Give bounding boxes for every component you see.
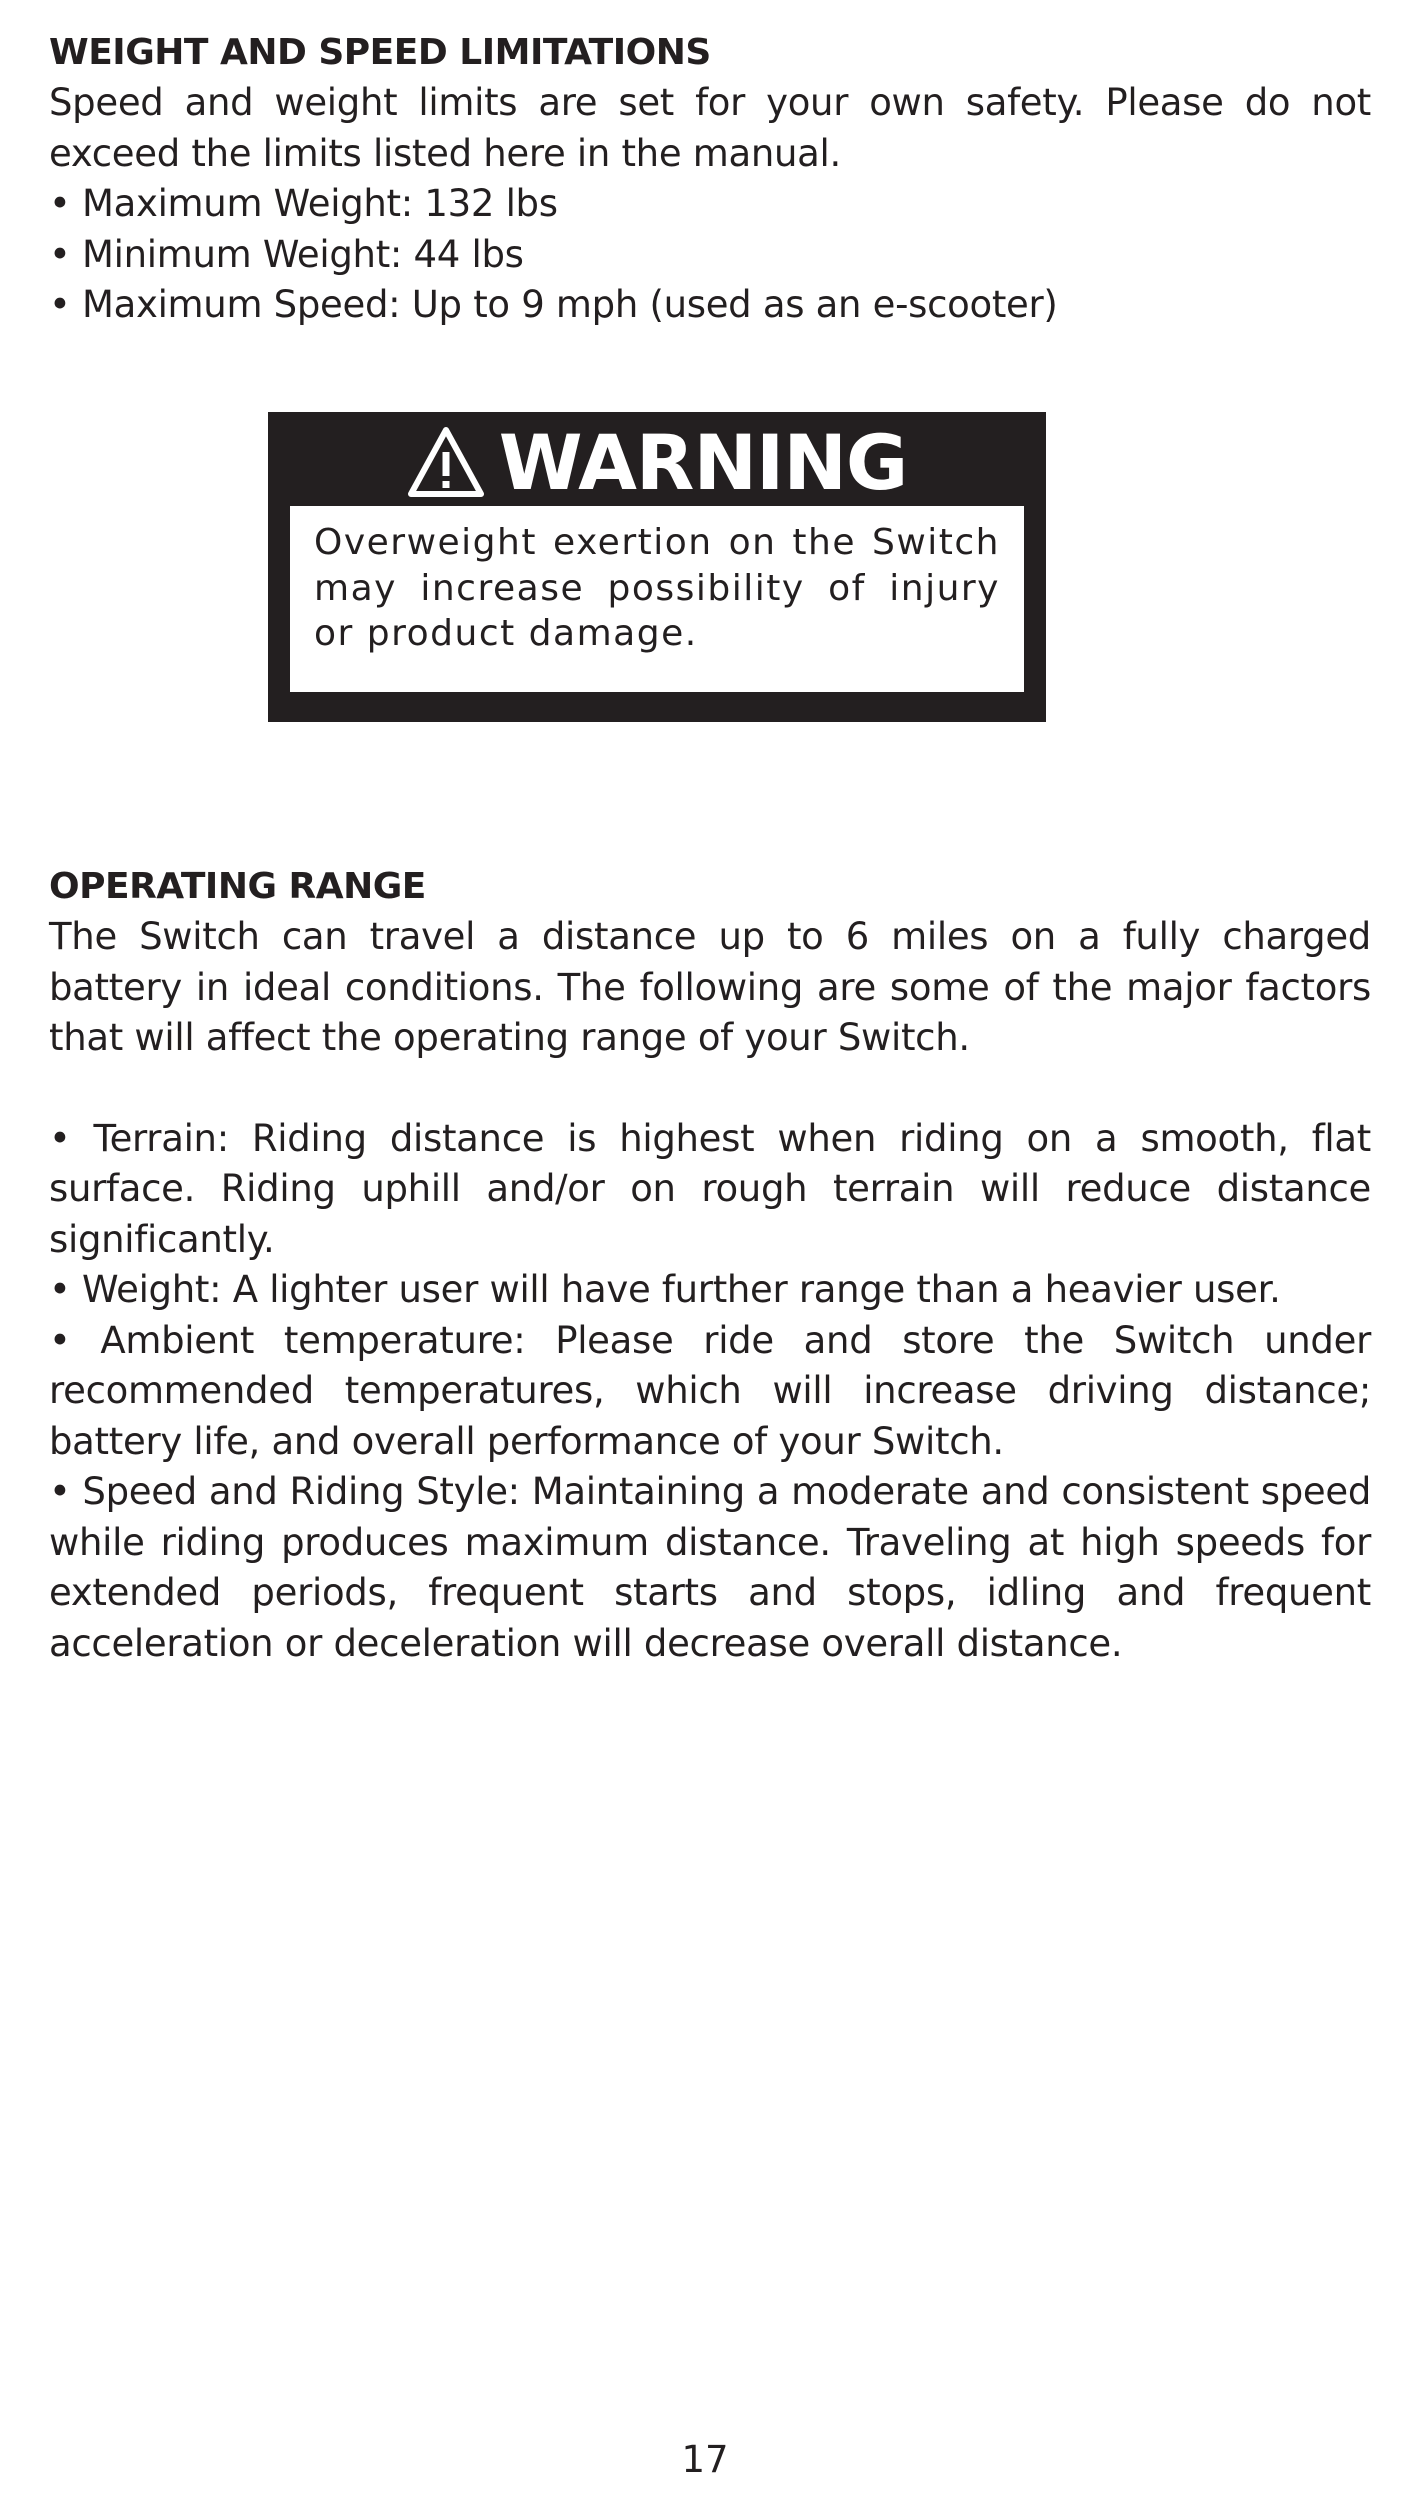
operating-range-intro: The Switch can travel a distance up to 6 miles on a fully charged battery in ideal conditions. The following are some of the major factors that will affect the operating range of your Switch. — [49, 915, 1371, 1059]
list-item: • Terrain: Riding distance is highest when riding on a smooth, flat surface. Riding uphill and/or on rough terrain will reduce distance significantly. — [49, 1116, 1371, 1261]
weight-speed-heading: WEIGHT AND SPEED LIMITATIONS — [49, 32, 711, 73]
operating-range-heading: OPERATING RANGE — [49, 866, 426, 907]
warning-triangle-icon — [407, 426, 485, 498]
warning-text: Overweight exertion on the Switch may increase possibility of injury or product damage. — [314, 522, 1000, 654]
weight-speed-section — [49, 28, 1371, 331]
warning-header — [268, 417, 1046, 507]
list-item: • Ambient temperature: Please ride and store the Switch under recommended temperatures, which will increase driving distance; battery life, and overall performance of your Switch. — [49, 1318, 1371, 1463]
warning-title: WARNING — [498, 417, 908, 507]
list-item: • Minimum Weight: 44 lbs — [49, 232, 524, 276]
page-number: 17 — [681, 2438, 729, 2481]
list-item: • Maximum Weight: 132 lbs — [49, 182, 558, 225]
operating-range-section — [49, 862, 1371, 1669]
warning-box — [268, 412, 1046, 722]
weight-speed-intro: Speed and weight limits are set for your own safety. Please do not exceed the limits listed here in the manual. — [49, 81, 1371, 175]
list-item: • Weight: A lighter user will have further range than a heavier user. — [49, 1268, 1281, 1311]
warning-message-box — [290, 506, 1024, 692]
list-item: • Speed and Riding Style: Maintaining a moderate and consistent speed while riding produces maximum distance. Traveling at high speeds for extended periods, frequent starts and stops, idling and frequent acceleration or deceleration will decrease overall distance. — [49, 1470, 1371, 1665]
list-item: • Maximum Speed: Up to 9 mph (used as an e-scooter) — [49, 283, 1058, 326]
